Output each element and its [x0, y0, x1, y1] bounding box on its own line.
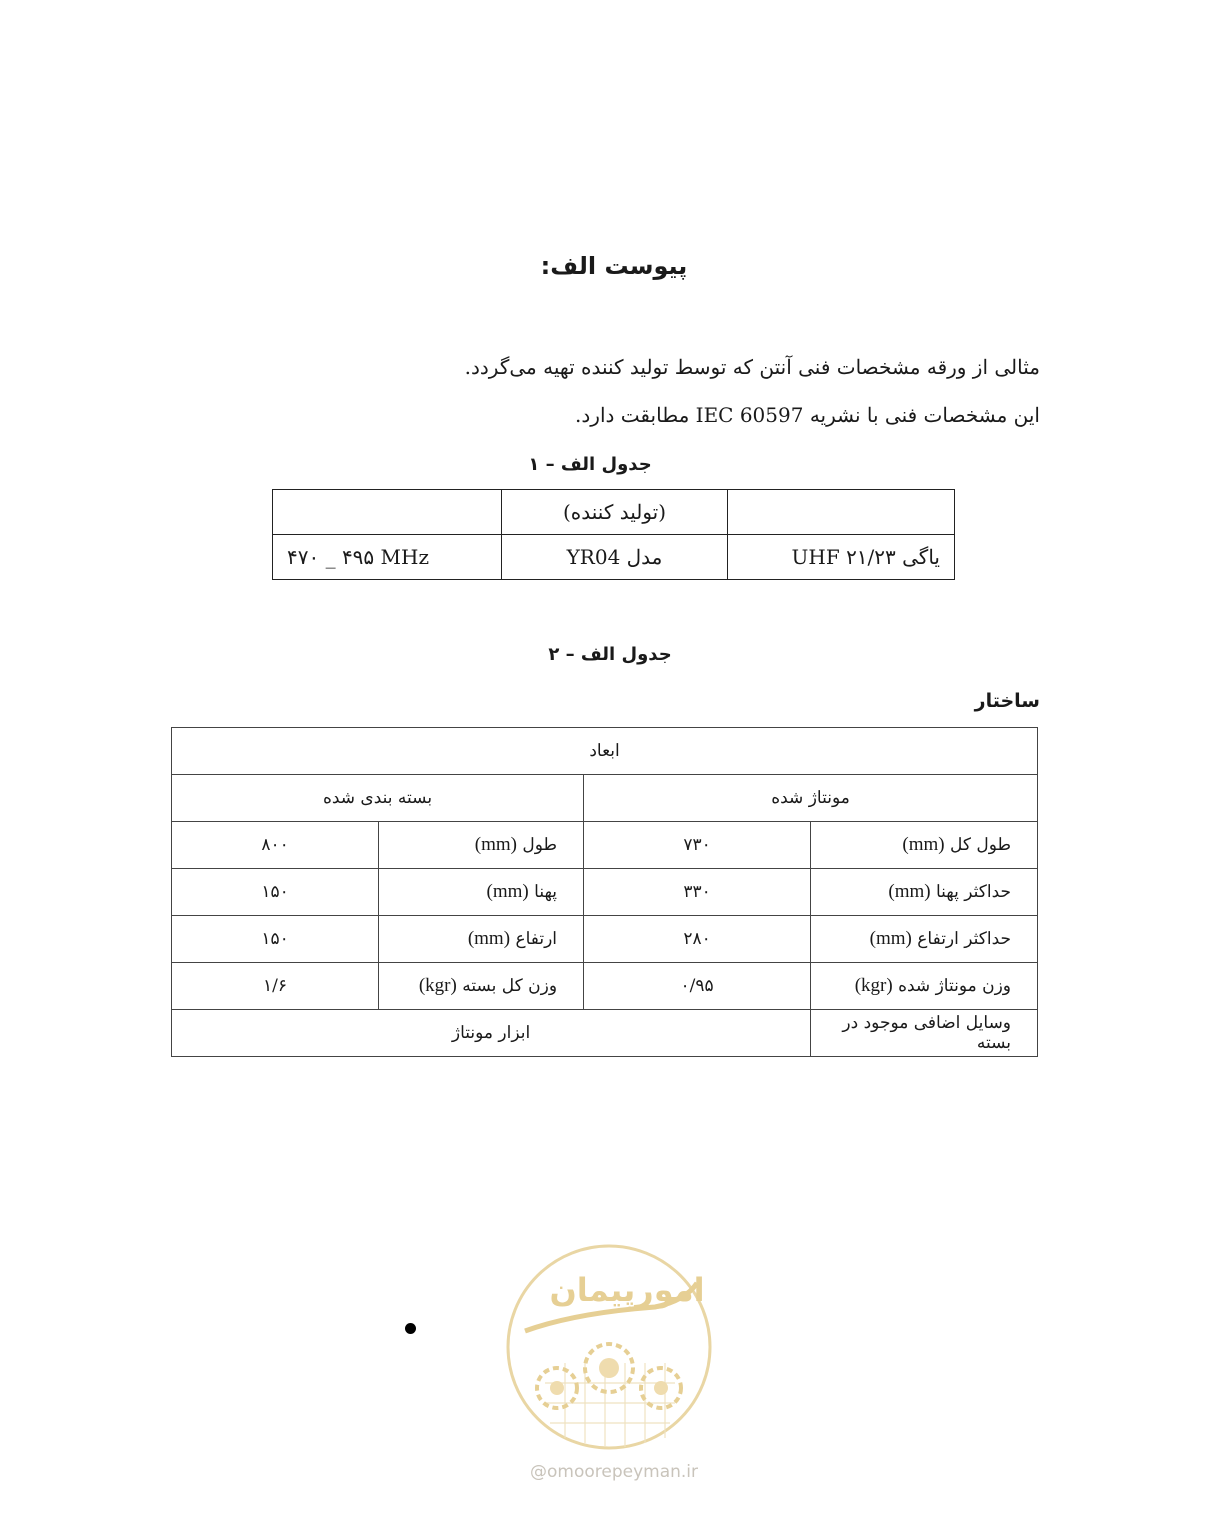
- packed-group-header: بسته بندی شده: [172, 775, 584, 822]
- table-2-title-row: [172, 728, 1038, 775]
- packed-label: پهنا (mm): [379, 869, 584, 916]
- dimensions-title: ابعاد: [172, 728, 1038, 775]
- model-cell: مدل YR04: [502, 535, 728, 580]
- packed-label: طول (mm): [379, 822, 584, 869]
- table-1: [272, 489, 955, 580]
- table2-caption: جدول الف – ۲: [548, 644, 672, 665]
- assembled-label: طول کل (mm): [811, 822, 1038, 869]
- table-1-header-cell: [273, 490, 502, 535]
- antenna-type-cell: یاگی UHF ۲۱/۲۳: [728, 535, 955, 580]
- intro-paragraph-2: این مشخصات فنی با نشریه IEC 60597 مطابقت دارد.: [575, 403, 1040, 427]
- page-heading: پیوست الف:: [540, 252, 688, 280]
- assembled-label: وزن مونتاژ شده (kgr): [811, 963, 1038, 1010]
- watermark-seal-icon: [505, 1243, 713, 1451]
- table-1-data-row: [273, 535, 955, 580]
- packed-value: ۱۵۰: [172, 916, 379, 963]
- table-2-group-row: [172, 775, 1038, 822]
- packed-value: ۸۰۰: [172, 822, 379, 869]
- table-row: [172, 963, 1038, 1010]
- assembled-label: حداکثر ارتفاع (mm): [811, 916, 1038, 963]
- frequency-range-cell: ۴۷۰ _ ۴۹۵ MHz: [273, 535, 502, 580]
- intro-paragraph-1: مثالی از ورقه مشخصات فنی آنتن که توسط تولید کننده تهیه می‌گردد.: [464, 355, 1040, 379]
- assembled-value: ۰/۹۵: [584, 963, 811, 1010]
- website-text: omoorepeyman.ir: [546, 1462, 699, 1482]
- accessories-value: ابزار مونتاژ: [172, 1010, 811, 1057]
- packed-value: ۱/۶: [172, 963, 379, 1010]
- seal-text: امورپیمان: [549, 1271, 705, 1309]
- packed-value: ۱۵۰: [172, 869, 379, 916]
- assembled-value: ۷۳۰: [584, 822, 811, 869]
- table-1-header-cell: [728, 490, 955, 535]
- assembled-label: حداکثر پهنا (mm): [811, 869, 1038, 916]
- table1-caption: جدول الف – ۱: [528, 454, 652, 475]
- table-row: [172, 869, 1038, 916]
- bullet-dot: [405, 1323, 416, 1334]
- packed-label: وزن کل بسته (kgr): [379, 963, 584, 1010]
- section-label: ساختار: [974, 690, 1040, 712]
- website-watermark: [0, 1462, 1228, 1482]
- packed-label: ارتفاع (mm): [379, 916, 584, 963]
- at-icon: @: [529, 1462, 547, 1482]
- table-row: [172, 916, 1038, 963]
- table-row: [172, 822, 1038, 869]
- accessories-label: وسایل اضافی موجود در بسته: [811, 1010, 1038, 1057]
- table-2: [171, 727, 1038, 1057]
- table-1-header-row: [273, 490, 955, 535]
- assembled-value: ۲۸۰: [584, 916, 811, 963]
- table-1-header-cell: (تولید کننده): [502, 490, 728, 535]
- table-2-accessories-row: [172, 1010, 1038, 1057]
- assembled-value: ۳۳۰: [584, 869, 811, 916]
- assembled-group-header: مونتاژ شده: [584, 775, 1038, 822]
